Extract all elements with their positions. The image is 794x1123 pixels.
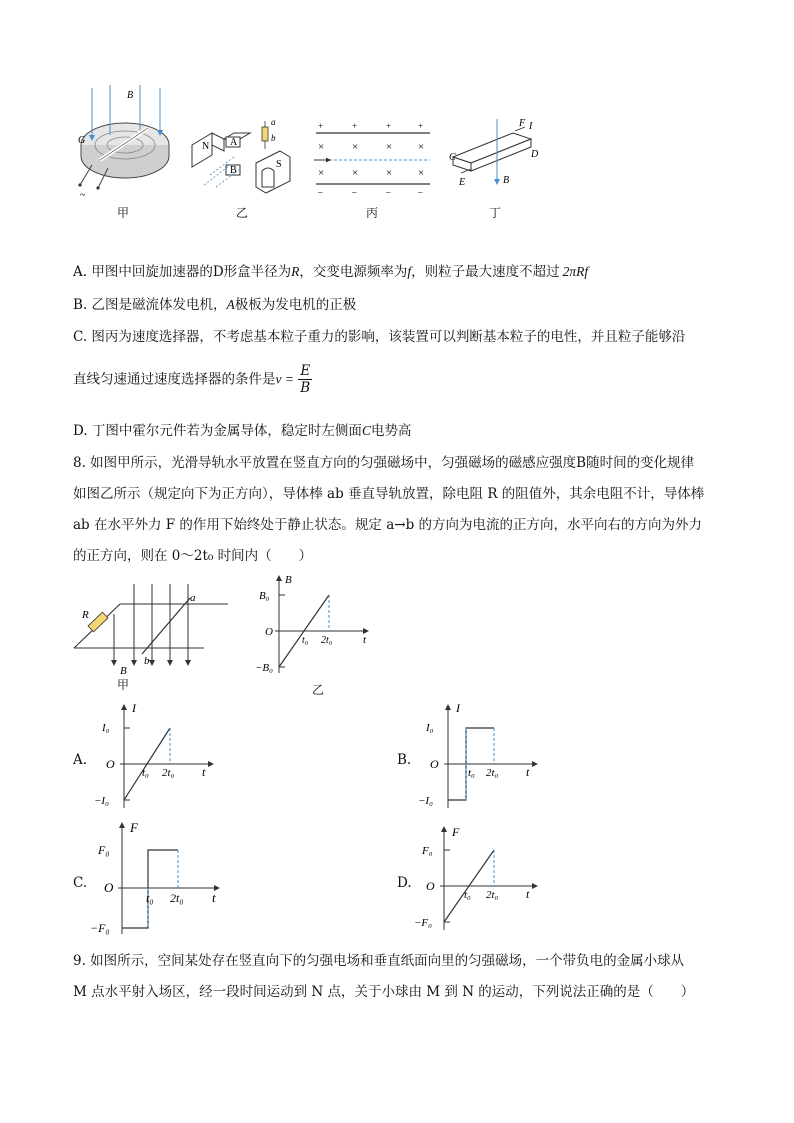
bt-tick-neg-b0: −B₀ [255,662,273,674]
mhd-label-b: B [230,165,237,176]
hall-label-c: C [449,152,456,163]
svg-text:t₀: t₀ [464,889,471,901]
svg-text:+: + [386,121,392,131]
mhd-label-s: S [276,159,282,170]
rails-label-field-b: B [120,665,127,675]
svg-text:F: F [130,820,138,835]
svg-text:I₀: I₀ [426,722,434,734]
q9-stem-line2: M 点水平射入场区，经一段时间运动到 N 点，关于小球由 M 到 N 的运动，下列说法正确的是（ ） [73,984,695,1000]
q7-option-d: D. 丁图中霍尔元件若为金属导体，稳定时左侧面C电势高 [73,423,412,439]
bt-origin: O [265,626,273,638]
q8-figure-yi-bt-graph [255,573,375,678]
svg-text:I: I [456,701,460,715]
mhd-label-a: A [230,137,238,148]
svg-text:t: t [526,887,530,901]
svg-text:×: × [386,167,393,179]
bt-tick-b0: B₀ [259,590,270,602]
figure-ding-caption: 丁 [489,206,502,220]
svg-text:×: × [352,167,359,179]
rails-label-a: a [190,592,196,604]
svg-text:F₀: F₀ [422,845,433,857]
svg-text:O: O [104,880,114,895]
svg-text:2t₀: 2t₀ [486,889,499,901]
option-d-ft-graph [412,822,542,934]
q8-option-c-graph [88,818,228,938]
figure-yi-caption: 乙 [236,206,249,220]
q8-stem-line3: ab 在水平外力 F 的作用下始终处于静止状态。规定 a→b 的方向为电流的正方向，水平向右的方向为外力 [73,517,703,533]
svg-text:2t₀: 2t₀ [486,767,499,779]
svg-text:I₀: I₀ [102,722,110,734]
svg-text:t: t [526,765,530,779]
figure-jia-caption: 甲 [117,206,130,220]
svg-text:+: + [352,121,358,131]
svg-text:2t₀: 2t₀ [162,767,175,779]
hall-label-f: F [519,118,526,129]
figure-ding-hall-element [445,115,545,195]
q7-option-c-line1: C. 图丙为速度选择器，不考虑基本粒子重力的影响，该装置可以判断基本粒子的电性，并且粒子能够沿 [73,329,686,345]
q8-option-d-letter: D. [397,875,412,891]
svg-text:×: × [318,167,325,179]
svg-text:O: O [426,879,435,893]
svg-text:+: + [418,121,424,131]
svg-text:×: × [386,141,393,153]
q9-stem-line1: 9. 如图所示，空间某处存在竖直向下的匀强电场和垂直纸面向里的匀强磁场，一个带负电的金属小球从 [73,953,685,969]
svg-text:×: × [418,167,425,179]
svg-text:−F₀: −F₀ [414,917,432,929]
q8-figure-jia-rails [70,580,230,675]
svg-text:F₀: F₀ [98,843,110,857]
option-b-it-graph [412,700,542,812]
q8-option-b-letter: B. [397,752,412,768]
svg-text:–: – [418,187,423,197]
q8-option-c-letter: C. [73,875,88,891]
q8-figure-jia-caption: 甲 [117,678,130,692]
q8-option-a-letter: A. [73,752,88,768]
svg-text:O: O [430,757,439,771]
svg-text:×: × [352,141,359,153]
svg-text:–: – [386,187,391,197]
velocity-selector-diagram [312,118,437,198]
bt-graph [255,573,375,678]
rails-diagram [70,580,230,675]
cyclotron-label-g: G [78,135,86,146]
option-a-it-graph [88,700,218,812]
q8-stem-line2: 如图乙所示（规定向下为正方向），导体棒 ab 垂直导轨放置，除电阻 R 的阻值外，其余电阻不计，导体棒 [73,486,705,502]
rails-label-r: R [82,609,89,621]
svg-text:×: × [318,141,325,153]
q8-stem-line4: 的正方向，则在 0～2t₀ 时间内（ ） [73,548,313,564]
hall-label-d: D [531,149,539,160]
svg-text:I: I [132,701,136,715]
q8-option-a-graph [88,700,218,812]
svg-text:×: × [418,141,425,153]
q8-figure-yi-caption: 乙 [312,683,325,697]
svg-text:2t₀: 2t₀ [170,891,184,905]
q8-option-d-graph [412,822,542,934]
q7-option-b: B. 乙图是磁流体发电机，A极板为发电机的正极 [73,297,357,313]
mhd-diagram [190,115,300,195]
cyclotron-diagram [70,80,180,200]
figure-bing-velocity-selector [312,118,437,198]
svg-text:F: F [452,825,460,839]
option-c-ft-graph [88,818,228,938]
svg-text:−I₀: −I₀ [94,795,109,807]
mhd-label-n: N [202,141,210,152]
svg-text:t: t [202,765,206,779]
svg-text:t: t [212,890,216,905]
velocity-selector-cross-row-bottom [318,167,424,179]
bt-axis-b: B [285,574,292,586]
cyclotron-label-b: B [127,90,134,101]
svg-text:t₀: t₀ [468,767,475,779]
mhd-label-small-b: b [271,133,276,143]
svg-text:−I₀: −I₀ [418,795,433,807]
bt-tick-t0: t₀ [302,635,309,646]
figure-bing-caption: 丙 [366,206,379,220]
svg-text:−F₀: −F₀ [90,921,110,935]
svg-text:+: + [318,121,324,131]
bt-tick-2t0: 2t₀ [321,635,333,646]
hall-label-e: E [459,177,466,188]
q8-stem-line1: 8. 如图甲所示，光滑导轨水平放置在竖直方向的匀强磁场中，匀强磁场的磁感应强度B随时间的变化规律 [73,455,695,471]
hall-label-b: B [503,175,510,186]
bt-axis-t: t [363,634,367,646]
svg-text:–: – [352,187,357,197]
hall-element-diagram [445,115,545,195]
velocity-fraction: $\frac{E}{B}$ [300,363,311,396]
velocity-selector-minus-row [317,187,423,197]
q7-option-c-line2: 直线匀速通过速度选择器的条件是v = $\frac{E}{B}$ [73,363,311,396]
figure-yi-mhd [190,115,300,195]
cyclotron-label-tilde: ~ [80,190,86,200]
svg-text:O: O [106,757,115,771]
velocity-selector-cross-row-top [318,141,424,153]
rails-label-b: b [144,655,150,667]
hall-label-i: I [529,121,533,132]
q7-option-a: A. 甲图中回旋加速器的D形盒半径为R，交变电源频率为f，则粒子最大速度不超过 2πRf [73,264,589,280]
svg-text:t₀: t₀ [142,767,149,779]
velocity-selector-plus-row [318,121,423,131]
q8-option-b-graph [412,700,542,812]
mhd-label-small-a: a [271,117,276,127]
svg-text:–: – [318,187,323,197]
figure-jia-cyclotron [70,80,180,200]
svg-text:t₀: t₀ [146,891,154,905]
